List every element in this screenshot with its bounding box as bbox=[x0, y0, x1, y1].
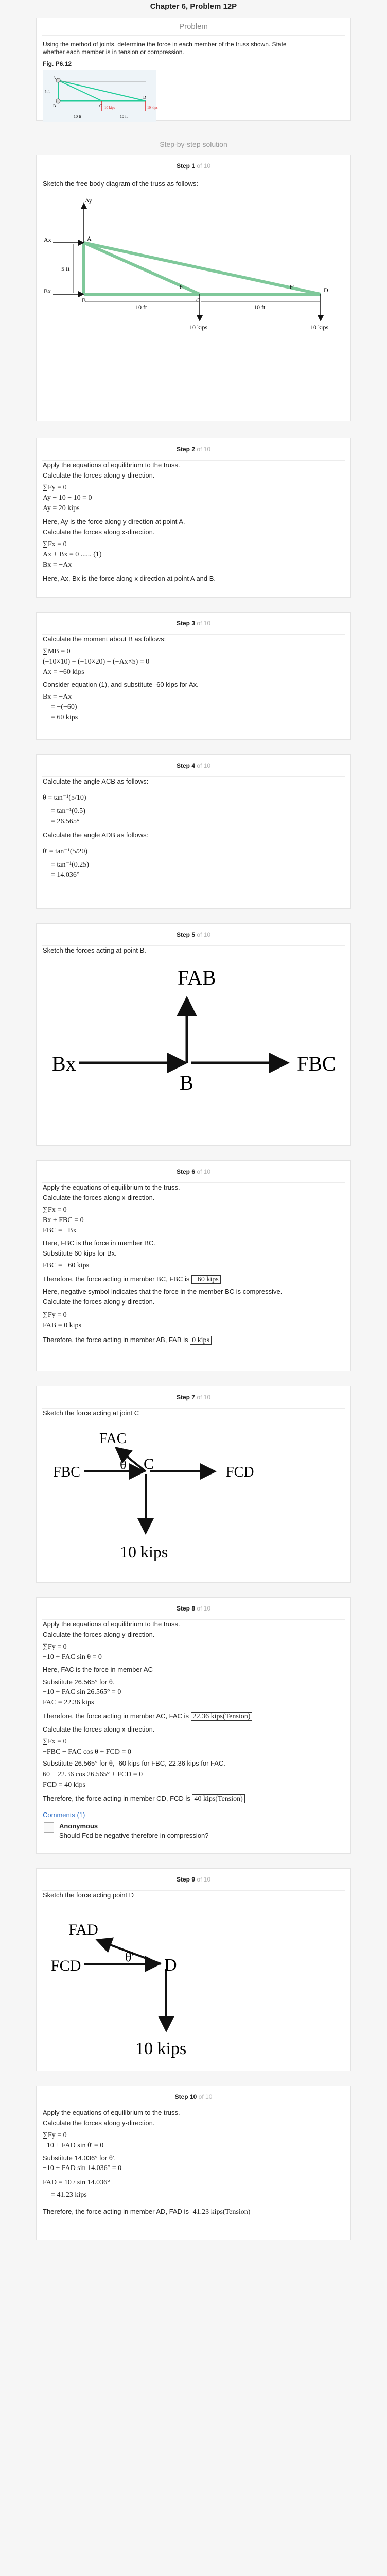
fig-node-d: D bbox=[143, 95, 146, 100]
step-2-line: Ay − 10 − 10 = 0 bbox=[43, 494, 92, 502]
step-6-answer-bc: Therefore, the force acting in member BC, FBC is −60 kips bbox=[43, 1275, 221, 1284]
problem-text-1: Using the method of joints, determine the force in each member of the truss shown. State bbox=[43, 41, 287, 48]
label-bx: Bx bbox=[44, 287, 51, 295]
comment-text: Should Fcd be negative therefore in compression? bbox=[59, 1832, 209, 1839]
step-2-line: Here, Ax, Bx is the force along x direction at point A and B. bbox=[43, 574, 216, 582]
step-8-answer-cd: Therefore, the force acting in member CD, FCD is 40 kips(Tension) bbox=[43, 1794, 245, 1803]
step-5-card bbox=[36, 923, 351, 1146]
step-8-line: Apply the equations of equilibrium to the truss. bbox=[43, 1620, 180, 1628]
step-1-truss-diagram bbox=[43, 196, 341, 361]
problem-card bbox=[36, 18, 351, 121]
label-theta: θ bbox=[120, 1457, 127, 1472]
step-8-line: ∑Fx = 0 bbox=[43, 1738, 67, 1745]
step-4-line: Calculate the angle ACB as follows: bbox=[43, 777, 149, 785]
step-2-card bbox=[36, 438, 351, 598]
step-4-line: θ' = tan⁻¹(5/20) bbox=[43, 848, 88, 855]
step-10-line: Calculate the forces along y-direction. bbox=[43, 2119, 155, 2127]
label-d: D bbox=[324, 286, 328, 294]
step-3-line: (−10×10) + (−10×20) + (−Ax×5) = 0 bbox=[43, 658, 150, 666]
step-3-card bbox=[36, 612, 351, 740]
step-4-line: = tan⁻¹(0.5) bbox=[51, 807, 85, 815]
step-5-intro: Sketch the forces acting at point B. bbox=[43, 946, 146, 954]
step-6-line: Here, FBC is the force in member BC. bbox=[43, 1239, 155, 1247]
step-6-line: Calculate the forces along y-direction. bbox=[43, 1298, 155, 1306]
label-bx: Bx bbox=[52, 1052, 76, 1075]
comments-link[interactable]: Comments (1) bbox=[43, 1811, 85, 1819]
step-6-line: Substitute 60 kips for Bx. bbox=[43, 1249, 117, 1257]
fig-node-b: B bbox=[53, 104, 56, 108]
step-1-card bbox=[36, 155, 351, 421]
problem-text-2: whether each member is in tension or compression. bbox=[43, 48, 184, 56]
label-node-c: C bbox=[144, 1455, 154, 1472]
label-b: B bbox=[82, 297, 86, 304]
step-8-line: Here, FAC is the force in member AC bbox=[43, 1666, 153, 1673]
step-6-line: ∑Fy = 0 bbox=[43, 1311, 67, 1319]
step-10-heading: Step 10 of 10 bbox=[174, 2093, 213, 2100]
step-10-answer-ad: Therefore, the force acting in member AD, FAD is 41.23 kips(Tension) bbox=[43, 2208, 252, 2216]
label-width-1: 10 ft bbox=[135, 303, 147, 311]
step-9-card bbox=[36, 1868, 351, 2071]
step-9-heading: Step 9 of 10 bbox=[176, 1876, 211, 1883]
step-8-line: −10 + FAC sin 26.565° = 0 bbox=[43, 1688, 121, 1696]
step-3-line: Consider equation (1), and substitute -60 kips for Ax. bbox=[43, 681, 199, 688]
step-3-line: ∑MB = 0 bbox=[43, 648, 71, 655]
fig-dim-2: 10 ft bbox=[120, 114, 128, 119]
step-6-answer-ab: Therefore, the force acting in member AB, FAB is 0 kips bbox=[43, 1336, 212, 1345]
step-8-line: FCD = 40 kips bbox=[43, 1781, 85, 1789]
step-9-intro: Sketch the force acting point D bbox=[43, 1891, 134, 1899]
joint-c-diagram bbox=[43, 1422, 341, 1577]
problem-figure bbox=[43, 70, 156, 122]
label-fad: FAD bbox=[68, 1921, 98, 1938]
step-4-line: Calculate the angle ADB as follows: bbox=[43, 831, 149, 839]
step-8-line: Calculate the forces along y-direction. bbox=[43, 1631, 155, 1638]
step-6-heading: Step 6 of 10 bbox=[176, 1168, 211, 1175]
step-3-heading: Step 3 of 10 bbox=[176, 620, 211, 627]
step-10-line: Substitute 14.036° for θ'. bbox=[43, 2154, 116, 2162]
step-2-line: Bx = −Ax bbox=[43, 561, 72, 569]
fig-load-2: 10 kips bbox=[147, 106, 158, 110]
step-8-answer-ac: Therefore, the force acting in member AC, FAC is 22.36 kips(Tension) bbox=[43, 1712, 252, 1721]
comment-user[interactable]: Anonymous bbox=[59, 1822, 98, 1830]
label-fbc: FBC bbox=[53, 1464, 80, 1480]
problem-heading: Problem bbox=[179, 22, 208, 31]
step-3-line: Bx = −Ax bbox=[43, 693, 72, 701]
joint-b-diagram bbox=[43, 960, 341, 1135]
step-6-line: Apply the equations of equilibrium to the truss. bbox=[43, 1183, 180, 1191]
step-4-card bbox=[36, 754, 351, 909]
label-width-2: 10 ft bbox=[254, 303, 266, 311]
step-2-heading: Step 2 of 10 bbox=[176, 446, 211, 453]
fig-node-c: C bbox=[99, 104, 102, 108]
step-2-line: ∑Fx = 0 bbox=[43, 540, 67, 548]
step-8-line: ∑Fy = 0 bbox=[43, 1643, 67, 1651]
label-ax: Ax bbox=[44, 236, 51, 243]
step-3-line: = 60 kips bbox=[51, 714, 78, 721]
label-fac: FAC bbox=[99, 1431, 127, 1447]
joint-d-diagram bbox=[43, 1905, 341, 2064]
step-7-card bbox=[36, 1386, 351, 1583]
step-6-line: FAB = 0 kips bbox=[43, 1321, 81, 1329]
label-height: 5 ft bbox=[61, 265, 70, 273]
step-10-line: Apply the equations of equilibrium to the truss. bbox=[43, 2109, 180, 2116]
step-10-line: −10 + FAD sin θ' = 0 bbox=[43, 2142, 104, 2149]
step-10-line: −10 + FAD sin 14.036° = 0 bbox=[43, 2164, 122, 2172]
label-load: 10 kips bbox=[135, 2039, 187, 2058]
step-5-heading: Step 5 of 10 bbox=[176, 931, 211, 938]
step-10-line: ∑Fy = 0 bbox=[43, 2131, 67, 2139]
fig-dim-1: 10 ft bbox=[74, 114, 81, 119]
step-2-line: Ay = 20 kips bbox=[43, 504, 80, 512]
label-load: 10 kips bbox=[120, 1543, 168, 1561]
step-4-line: = tan⁻¹(0.25) bbox=[51, 861, 89, 869]
label-fcd: FCD bbox=[51, 1957, 81, 1974]
label-fab: FAB bbox=[178, 966, 216, 989]
step-6-line: FBC = −60 kips bbox=[43, 1262, 90, 1269]
step-2-line: Apply the equations of equilibrium to the truss. bbox=[43, 461, 180, 469]
label-node-d: D bbox=[164, 1956, 177, 1975]
label-load-2: 10 kips bbox=[310, 324, 329, 331]
step-4-line: θ = tan⁻¹(5/10) bbox=[43, 794, 86, 802]
step-8-card bbox=[36, 1597, 351, 1854]
label-a: A bbox=[87, 235, 92, 242]
step-10-line: = 41.23 kips bbox=[51, 2191, 87, 2199]
step-4-line: = 26.565° bbox=[51, 818, 80, 825]
step-6-line: Bx + FBC = 0 bbox=[43, 1216, 84, 1224]
step-3-line: Ax = −60 kips bbox=[43, 668, 84, 676]
step-8-line: Calculate the forces along x-direction. bbox=[43, 1725, 155, 1733]
step-10-line: FAD = 10 / sin 14.036° bbox=[43, 2179, 110, 2187]
fig-node-a: A bbox=[53, 76, 56, 80]
label-load-1: 10 kips bbox=[189, 324, 208, 331]
label-c: C bbox=[196, 297, 201, 304]
label-theta-prime: θ' bbox=[125, 1950, 134, 1964]
fig-height: 5 ft bbox=[45, 90, 50, 94]
step-10-card bbox=[36, 2086, 351, 2240]
step-8-line: 60 − 22.36 cos 26.565° + FCD = 0 bbox=[43, 1771, 143, 1778]
step-6-line: Calculate the forces along x-direction. bbox=[43, 1194, 155, 1201]
step-7-intro: Sketch the force acting at joint C bbox=[43, 1409, 139, 1417]
step-8-heading: Step 8 of 10 bbox=[176, 1605, 211, 1612]
label-theta: θ bbox=[180, 283, 183, 291]
avatar bbox=[44, 1822, 54, 1833]
step-2-line: Calculate the forces along x-direction. bbox=[43, 528, 155, 536]
step-2-line: Calculate the forces along y-direction. bbox=[43, 471, 155, 479]
figure-label: Fig. P6.12 bbox=[43, 60, 72, 67]
label-ay: Ay bbox=[85, 197, 92, 204]
step-8-line: FAC = 22.36 kips bbox=[43, 1699, 94, 1706]
solution-heading: Step-by-step solution bbox=[160, 140, 227, 148]
fig-load-1: 10 kips bbox=[104, 106, 115, 110]
step-6-line: ∑Fx = 0 bbox=[43, 1206, 67, 1214]
step-6-card bbox=[36, 1160, 351, 1371]
step-8-line: Substitute 26.565° for θ. bbox=[43, 1678, 115, 1686]
step-8-line: −FBC − FAC cos θ + FCD = 0 bbox=[43, 1748, 131, 1756]
step-2-line: ∑Fy = 0 bbox=[43, 484, 67, 492]
page-title: Chapter 6, Problem 12P bbox=[0, 0, 387, 14]
step-6-line: FBC = −Bx bbox=[43, 1227, 77, 1234]
step-2-line: Ax + Bx = 0 ...... (1) bbox=[43, 551, 102, 558]
step-2-line: Here, Ay is the force along y direction at point A. bbox=[43, 518, 185, 526]
step-4-line: = 14.036° bbox=[51, 871, 80, 879]
step-1-intro: Sketch the free body diagram of the truss as follows: bbox=[43, 180, 199, 188]
step-8-line: Substitute 26.565° for θ, -60 kips for FBC, 22.36 kips for FAC. bbox=[43, 1759, 225, 1767]
label-fcd: FCD bbox=[226, 1464, 254, 1480]
step-8-line: −10 + FAC sin θ = 0 bbox=[43, 1653, 102, 1661]
label-fbc: FBC bbox=[297, 1052, 336, 1075]
step-3-line: Calculate the moment about B as follows: bbox=[43, 635, 166, 643]
step-1-heading: Step 1 of 10 bbox=[176, 162, 211, 170]
step-6-line: Here, negative symbol indicates that the force in the member BC is compressive. bbox=[43, 1287, 283, 1295]
step-3-line: = −(−60) bbox=[51, 703, 77, 711]
step-4-heading: Step 4 of 10 bbox=[176, 762, 211, 769]
label-node-b: B bbox=[180, 1071, 194, 1094]
step-7-heading: Step 7 of 10 bbox=[176, 1394, 211, 1401]
label-theta-prime: θ' bbox=[290, 283, 294, 291]
